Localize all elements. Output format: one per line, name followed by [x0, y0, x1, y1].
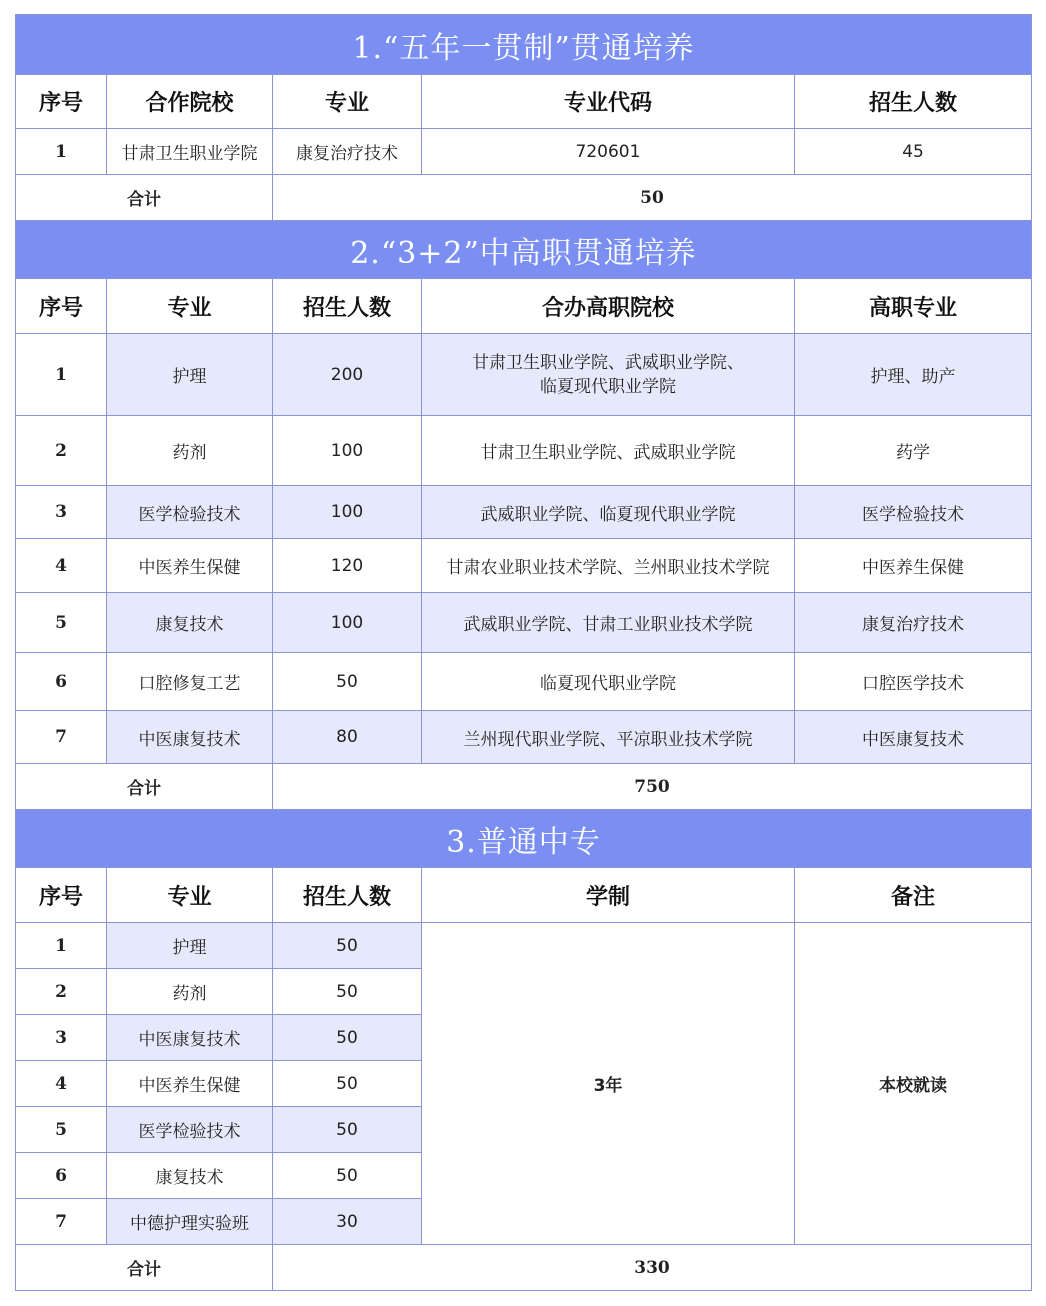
row-target: 中医康复技术	[795, 711, 1032, 764]
section2-header-major: 专业	[107, 279, 273, 334]
row-count: 120	[273, 539, 422, 593]
row-school: 甘肃农业职业技术学院、兰州职业技术学院	[422, 539, 795, 593]
section1-header-row	[16, 75, 1032, 129]
row-major: 药剂	[107, 969, 273, 1015]
row-no: 4	[16, 539, 107, 593]
section1-total-label: 合计	[16, 175, 273, 221]
section3-header-major: 专业	[107, 868, 273, 923]
row-no: 4	[16, 1061, 107, 1107]
section1-header-major: 专业	[273, 75, 422, 129]
row-no: 6	[16, 653, 107, 711]
section1-header-code: 专业代码	[422, 75, 795, 129]
row-major: 中医康复技术	[107, 711, 273, 764]
section2-header-target: 高职专业	[795, 279, 1032, 334]
section2-total-label: 合计	[16, 764, 273, 810]
row-no: 1	[16, 129, 107, 175]
section1-title: 1.“五年一贯制”贯通培养	[16, 15, 1032, 75]
section3-header-remark: 备注	[795, 868, 1032, 923]
section2-title: 2.“3+2”中高职贯通培养	[16, 221, 1032, 279]
row-target: 医学检验技术	[795, 486, 1032, 539]
section3-banner-row	[16, 810, 1032, 868]
row-count: 50	[273, 1153, 422, 1199]
row-count: 100	[273, 486, 422, 539]
row-count: 80	[273, 711, 422, 764]
row-no: 7	[16, 1199, 107, 1245]
enrollment-table	[15, 14, 1032, 1291]
row-count: 50	[273, 653, 422, 711]
row-major: 医学检验技术	[107, 486, 273, 539]
row-major: 口腔修复工艺	[107, 653, 273, 711]
section2-header-school: 合办高职院校	[422, 279, 795, 334]
row-count: 200	[273, 334, 422, 416]
section1-total-row	[16, 175, 1032, 221]
row-school: 兰州现代职业学院、平凉职业技术学院	[422, 711, 795, 764]
section2-header-no: 序号	[16, 279, 107, 334]
section3-total-row	[16, 1245, 1032, 1291]
section1-header-count: 招生人数	[795, 75, 1032, 129]
section1-banner-row	[16, 15, 1032, 75]
row-no: 2	[16, 416, 107, 486]
section3-total-label: 合计	[16, 1245, 273, 1291]
duration-cell: 3年	[422, 923, 795, 1245]
row-code: 720601	[422, 129, 795, 175]
table-row	[16, 653, 1032, 711]
row-major: 康复治疗技术	[273, 129, 422, 175]
section3-header-no: 序号	[16, 868, 107, 923]
row-target: 中医养生保健	[795, 539, 1032, 593]
row-no: 6	[16, 1153, 107, 1199]
row-major: 护理	[107, 334, 273, 416]
row-target: 口腔医学技术	[795, 653, 1032, 711]
table-row	[16, 539, 1032, 593]
table-row	[16, 923, 1032, 969]
remark-cell: 本校就读	[795, 923, 1032, 1245]
row-count: 100	[273, 593, 422, 653]
table-row	[16, 416, 1032, 486]
row-major: 康复技术	[107, 1153, 273, 1199]
row-school: 临夏现代职业学院	[422, 653, 795, 711]
section2-banner-row	[16, 221, 1032, 279]
row-school-line2: 临夏现代职业学院	[540, 376, 676, 397]
row-major: 中德护理实验班	[107, 1199, 273, 1245]
row-no: 7	[16, 711, 107, 764]
row-count: 50	[273, 969, 422, 1015]
row-count: 50	[273, 923, 422, 969]
table-row	[16, 711, 1032, 764]
row-target: 康复治疗技术	[795, 593, 1032, 653]
row-major: 中医养生保健	[107, 539, 273, 593]
row-no: 3	[16, 486, 107, 539]
row-no: 1	[16, 334, 107, 416]
row-count: 30	[273, 1199, 422, 1245]
section3-header-duration: 学制	[422, 868, 795, 923]
row-major: 中医康复技术	[107, 1015, 273, 1061]
section1-header-no: 序号	[16, 75, 107, 129]
row-school: 甘肃卫生职业学院、武威职业学院	[422, 416, 795, 486]
row-major: 医学检验技术	[107, 1107, 273, 1153]
row-major: 康复技术	[107, 593, 273, 653]
row-school: 武威职业学院、甘肃工业职业技术学院	[422, 593, 795, 653]
row-no: 1	[16, 923, 107, 969]
section3-header-row	[16, 868, 1032, 923]
section2-total-value: 750	[273, 764, 1032, 810]
row-no: 5	[16, 1107, 107, 1153]
row-major: 护理	[107, 923, 273, 969]
row-school: 甘肃卫生职业学院	[107, 129, 273, 175]
row-school: 武威职业学院、临夏现代职业学院	[422, 486, 795, 539]
table-row	[16, 129, 1032, 175]
section2-total-row	[16, 764, 1032, 810]
table-row	[16, 486, 1032, 539]
section3-total-value: 330	[273, 1245, 1032, 1291]
enrollment-plan-sheet	[15, 14, 1031, 1291]
row-major: 药剂	[107, 416, 273, 486]
row-no: 3	[16, 1015, 107, 1061]
row-no: 5	[16, 593, 107, 653]
row-count: 45	[795, 129, 1032, 175]
row-major: 中医养生保健	[107, 1061, 273, 1107]
row-count: 50	[273, 1107, 422, 1153]
section2-header-row	[16, 279, 1032, 334]
row-target: 药学	[795, 416, 1032, 486]
row-no: 2	[16, 969, 107, 1015]
row-school-line1: 甘肃卫生职业学院、武威职业学院、	[472, 352, 744, 373]
section1-header-school: 合作院校	[107, 75, 273, 129]
section1-total-value: 50	[273, 175, 1032, 221]
row-target: 护理、助产	[795, 334, 1032, 416]
section3-header-count: 招生人数	[273, 868, 422, 923]
row-school	[422, 334, 795, 416]
section2-header-count: 招生人数	[273, 279, 422, 334]
row-count: 50	[273, 1015, 422, 1061]
section3-title: 3.普通中专	[16, 810, 1032, 868]
table-row	[16, 334, 1032, 416]
row-count: 50	[273, 1061, 422, 1107]
row-count: 100	[273, 416, 422, 486]
table-row	[16, 593, 1032, 653]
